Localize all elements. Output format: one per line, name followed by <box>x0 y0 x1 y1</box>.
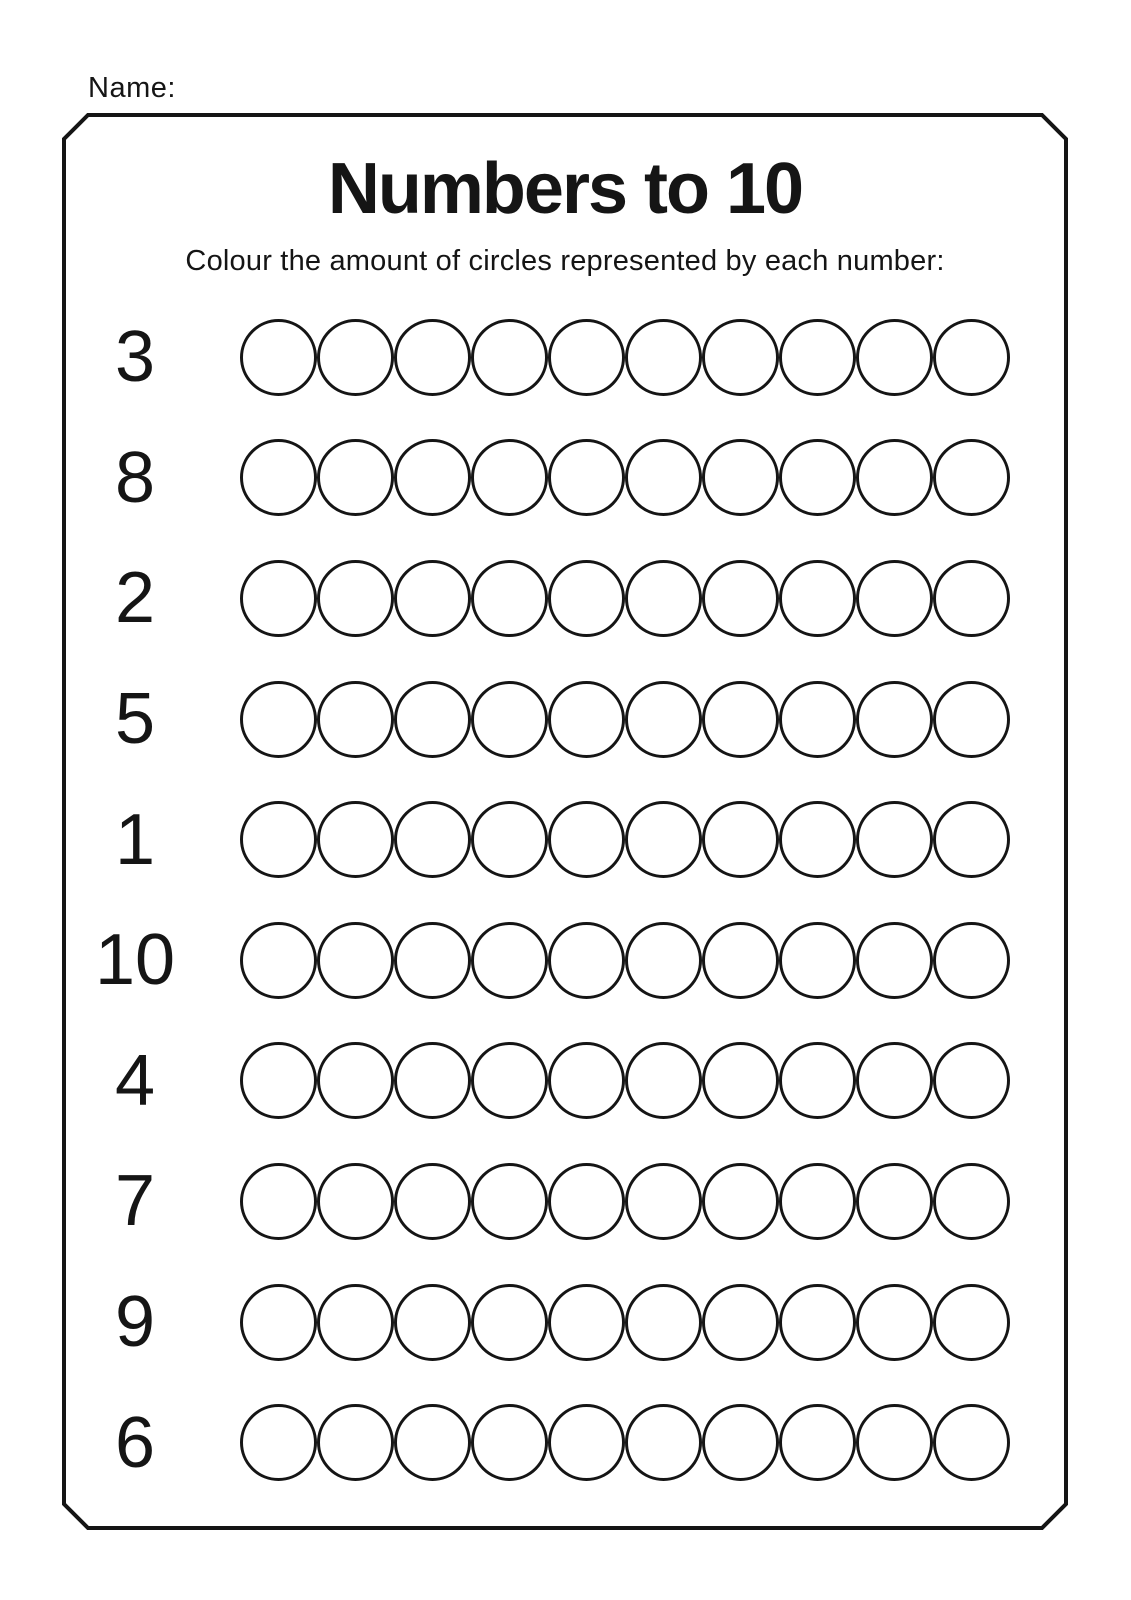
colour-circle[interactable] <box>856 1042 933 1119</box>
colour-circle[interactable] <box>625 319 702 396</box>
colour-circle[interactable] <box>548 439 625 516</box>
colour-circle[interactable] <box>471 801 548 878</box>
colour-circle[interactable] <box>625 1284 702 1361</box>
worksheet-row <box>62 538 1068 659</box>
circle-strip <box>240 922 1010 999</box>
colour-circle[interactable] <box>548 681 625 758</box>
colour-circle[interactable] <box>933 1404 1010 1481</box>
row-number-label: 8 <box>114 437 156 518</box>
colour-circle[interactable] <box>317 560 394 637</box>
colour-circle[interactable] <box>471 319 548 396</box>
row-number-label: 4 <box>114 1040 156 1121</box>
colour-circle[interactable] <box>394 1042 471 1119</box>
colour-circle[interactable] <box>856 681 933 758</box>
colour-circle[interactable] <box>548 1163 625 1240</box>
colour-circle[interactable] <box>702 319 779 396</box>
colour-circle[interactable] <box>856 319 933 396</box>
colour-circle[interactable] <box>548 922 625 999</box>
colour-circle[interactable] <box>702 681 779 758</box>
colour-circle[interactable] <box>702 560 779 637</box>
colour-circle[interactable] <box>394 1163 471 1240</box>
row-number-label: 1 <box>114 799 156 880</box>
row-number-label: 3 <box>114 317 156 398</box>
colour-circle[interactable] <box>317 1284 394 1361</box>
colour-circle[interactable] <box>779 1404 856 1481</box>
worksheet-row <box>62 1382 1068 1503</box>
colour-circle[interactable] <box>240 439 317 516</box>
colour-circle[interactable] <box>394 1284 471 1361</box>
colour-circle[interactable] <box>933 1042 1010 1119</box>
colour-circle[interactable] <box>548 319 625 396</box>
row-number-label: 9 <box>114 1282 156 1363</box>
colour-circle[interactable] <box>779 1042 856 1119</box>
colour-circle[interactable] <box>394 560 471 637</box>
colour-circle[interactable] <box>625 1163 702 1240</box>
colour-circle[interactable] <box>625 1404 702 1481</box>
colour-circle[interactable] <box>317 922 394 999</box>
colour-circle[interactable] <box>548 1404 625 1481</box>
colour-circle[interactable] <box>240 1163 317 1240</box>
colour-circle[interactable] <box>625 922 702 999</box>
colour-circle[interactable] <box>856 1163 933 1240</box>
colour-circle[interactable] <box>317 801 394 878</box>
row-number-label: 2 <box>114 558 156 639</box>
colour-circle[interactable] <box>779 1284 856 1361</box>
colour-circle[interactable] <box>779 801 856 878</box>
colour-circle[interactable] <box>240 1404 317 1481</box>
worksheet-row <box>62 1141 1068 1262</box>
colour-circle[interactable] <box>856 801 933 878</box>
worksheet-frame <box>62 113 1068 1530</box>
circle-strip <box>240 560 1010 637</box>
colour-circle[interactable] <box>933 681 1010 758</box>
row-number-label: 10 <box>94 920 176 1001</box>
colour-circle[interactable] <box>471 439 548 516</box>
colour-circle[interactable] <box>933 1284 1010 1361</box>
colour-circle[interactable] <box>548 801 625 878</box>
colour-circle[interactable] <box>933 560 1010 637</box>
colour-circle[interactable] <box>394 1404 471 1481</box>
colour-circle[interactable] <box>317 681 394 758</box>
colour-circle[interactable] <box>625 1042 702 1119</box>
colour-circle[interactable] <box>779 922 856 999</box>
circle-strip <box>240 439 1010 516</box>
colour-circle[interactable] <box>240 1284 317 1361</box>
worksheet-row <box>62 659 1068 780</box>
circle-strip <box>240 681 1010 758</box>
colour-circle[interactable] <box>394 801 471 878</box>
circle-strip <box>240 801 1010 878</box>
colour-circle[interactable] <box>317 439 394 516</box>
colour-circle[interactable] <box>856 1404 933 1481</box>
colour-circle[interactable] <box>625 560 702 637</box>
colour-circle[interactable] <box>548 1284 625 1361</box>
colour-circle[interactable] <box>779 681 856 758</box>
colour-circle[interactable] <box>317 319 394 396</box>
colour-circle[interactable] <box>933 922 1010 999</box>
colour-circle[interactable] <box>625 801 702 878</box>
colour-circle[interactable] <box>779 1163 856 1240</box>
row-number-label: 5 <box>114 679 156 760</box>
colour-circle[interactable] <box>471 1284 548 1361</box>
circle-strip <box>240 1404 1010 1481</box>
colour-circle[interactable] <box>702 1163 779 1240</box>
colour-circle[interactable] <box>856 560 933 637</box>
colour-circle[interactable] <box>933 801 1010 878</box>
colour-circle[interactable] <box>702 439 779 516</box>
colour-circle[interactable] <box>779 439 856 516</box>
colour-circle[interactable] <box>779 560 856 637</box>
colour-circle[interactable] <box>394 681 471 758</box>
colour-circle[interactable] <box>779 319 856 396</box>
worksheet-row <box>62 297 1068 418</box>
circle-strip <box>240 1163 1010 1240</box>
worksheet-row <box>62 418 1068 539</box>
colour-circle[interactable] <box>548 560 625 637</box>
colour-circle[interactable] <box>317 1042 394 1119</box>
colour-circle[interactable] <box>394 439 471 516</box>
circle-strip <box>240 319 1010 396</box>
colour-circle[interactable] <box>702 1042 779 1119</box>
colour-circle[interactable] <box>856 439 933 516</box>
colour-circle[interactable] <box>317 1163 394 1240</box>
colour-circle[interactable] <box>471 1404 548 1481</box>
worksheet-title: Numbers to 10 <box>327 149 803 229</box>
colour-circle[interactable] <box>240 1042 317 1119</box>
colour-circle[interactable] <box>471 1042 548 1119</box>
colour-circle[interactable] <box>625 681 702 758</box>
colour-circle[interactable] <box>471 1163 548 1240</box>
row-number-label: 6 <box>114 1402 156 1483</box>
colour-circle[interactable] <box>240 801 317 878</box>
colour-circle[interactable] <box>394 922 471 999</box>
colour-circle[interactable] <box>933 319 1010 396</box>
colour-circle[interactable] <box>856 922 933 999</box>
colour-circle[interactable] <box>856 1284 933 1361</box>
colour-circle[interactable] <box>240 560 317 637</box>
worksheet-row <box>62 1262 1068 1383</box>
colour-circle[interactable] <box>240 922 317 999</box>
colour-circle[interactable] <box>394 319 471 396</box>
worksheet-instructions: Colour the amount of circles represented by each number: <box>185 245 945 277</box>
colour-circle[interactable] <box>240 681 317 758</box>
colour-circle[interactable] <box>625 439 702 516</box>
colour-circle[interactable] <box>933 439 1010 516</box>
colour-circle[interactable] <box>702 1284 779 1361</box>
circle-strip <box>240 1284 1010 1361</box>
colour-circle[interactable] <box>548 1042 625 1119</box>
colour-circle[interactable] <box>702 801 779 878</box>
colour-circle[interactable] <box>471 560 548 637</box>
worksheet-row <box>62 900 1068 1021</box>
colour-circle[interactable] <box>317 1404 394 1481</box>
colour-circle[interactable] <box>933 1163 1010 1240</box>
rows-container <box>62 297 1068 1503</box>
worksheet-row <box>62 779 1068 900</box>
row-number-label: 7 <box>114 1161 156 1242</box>
colour-circle[interactable] <box>702 922 779 999</box>
colour-circle[interactable] <box>702 1404 779 1481</box>
colour-circle[interactable] <box>471 681 548 758</box>
colour-circle[interactable] <box>240 319 317 396</box>
colour-circle[interactable] <box>471 922 548 999</box>
circle-strip <box>240 1042 1010 1119</box>
worksheet-row <box>62 1021 1068 1142</box>
name-label: Name: <box>88 72 176 104</box>
